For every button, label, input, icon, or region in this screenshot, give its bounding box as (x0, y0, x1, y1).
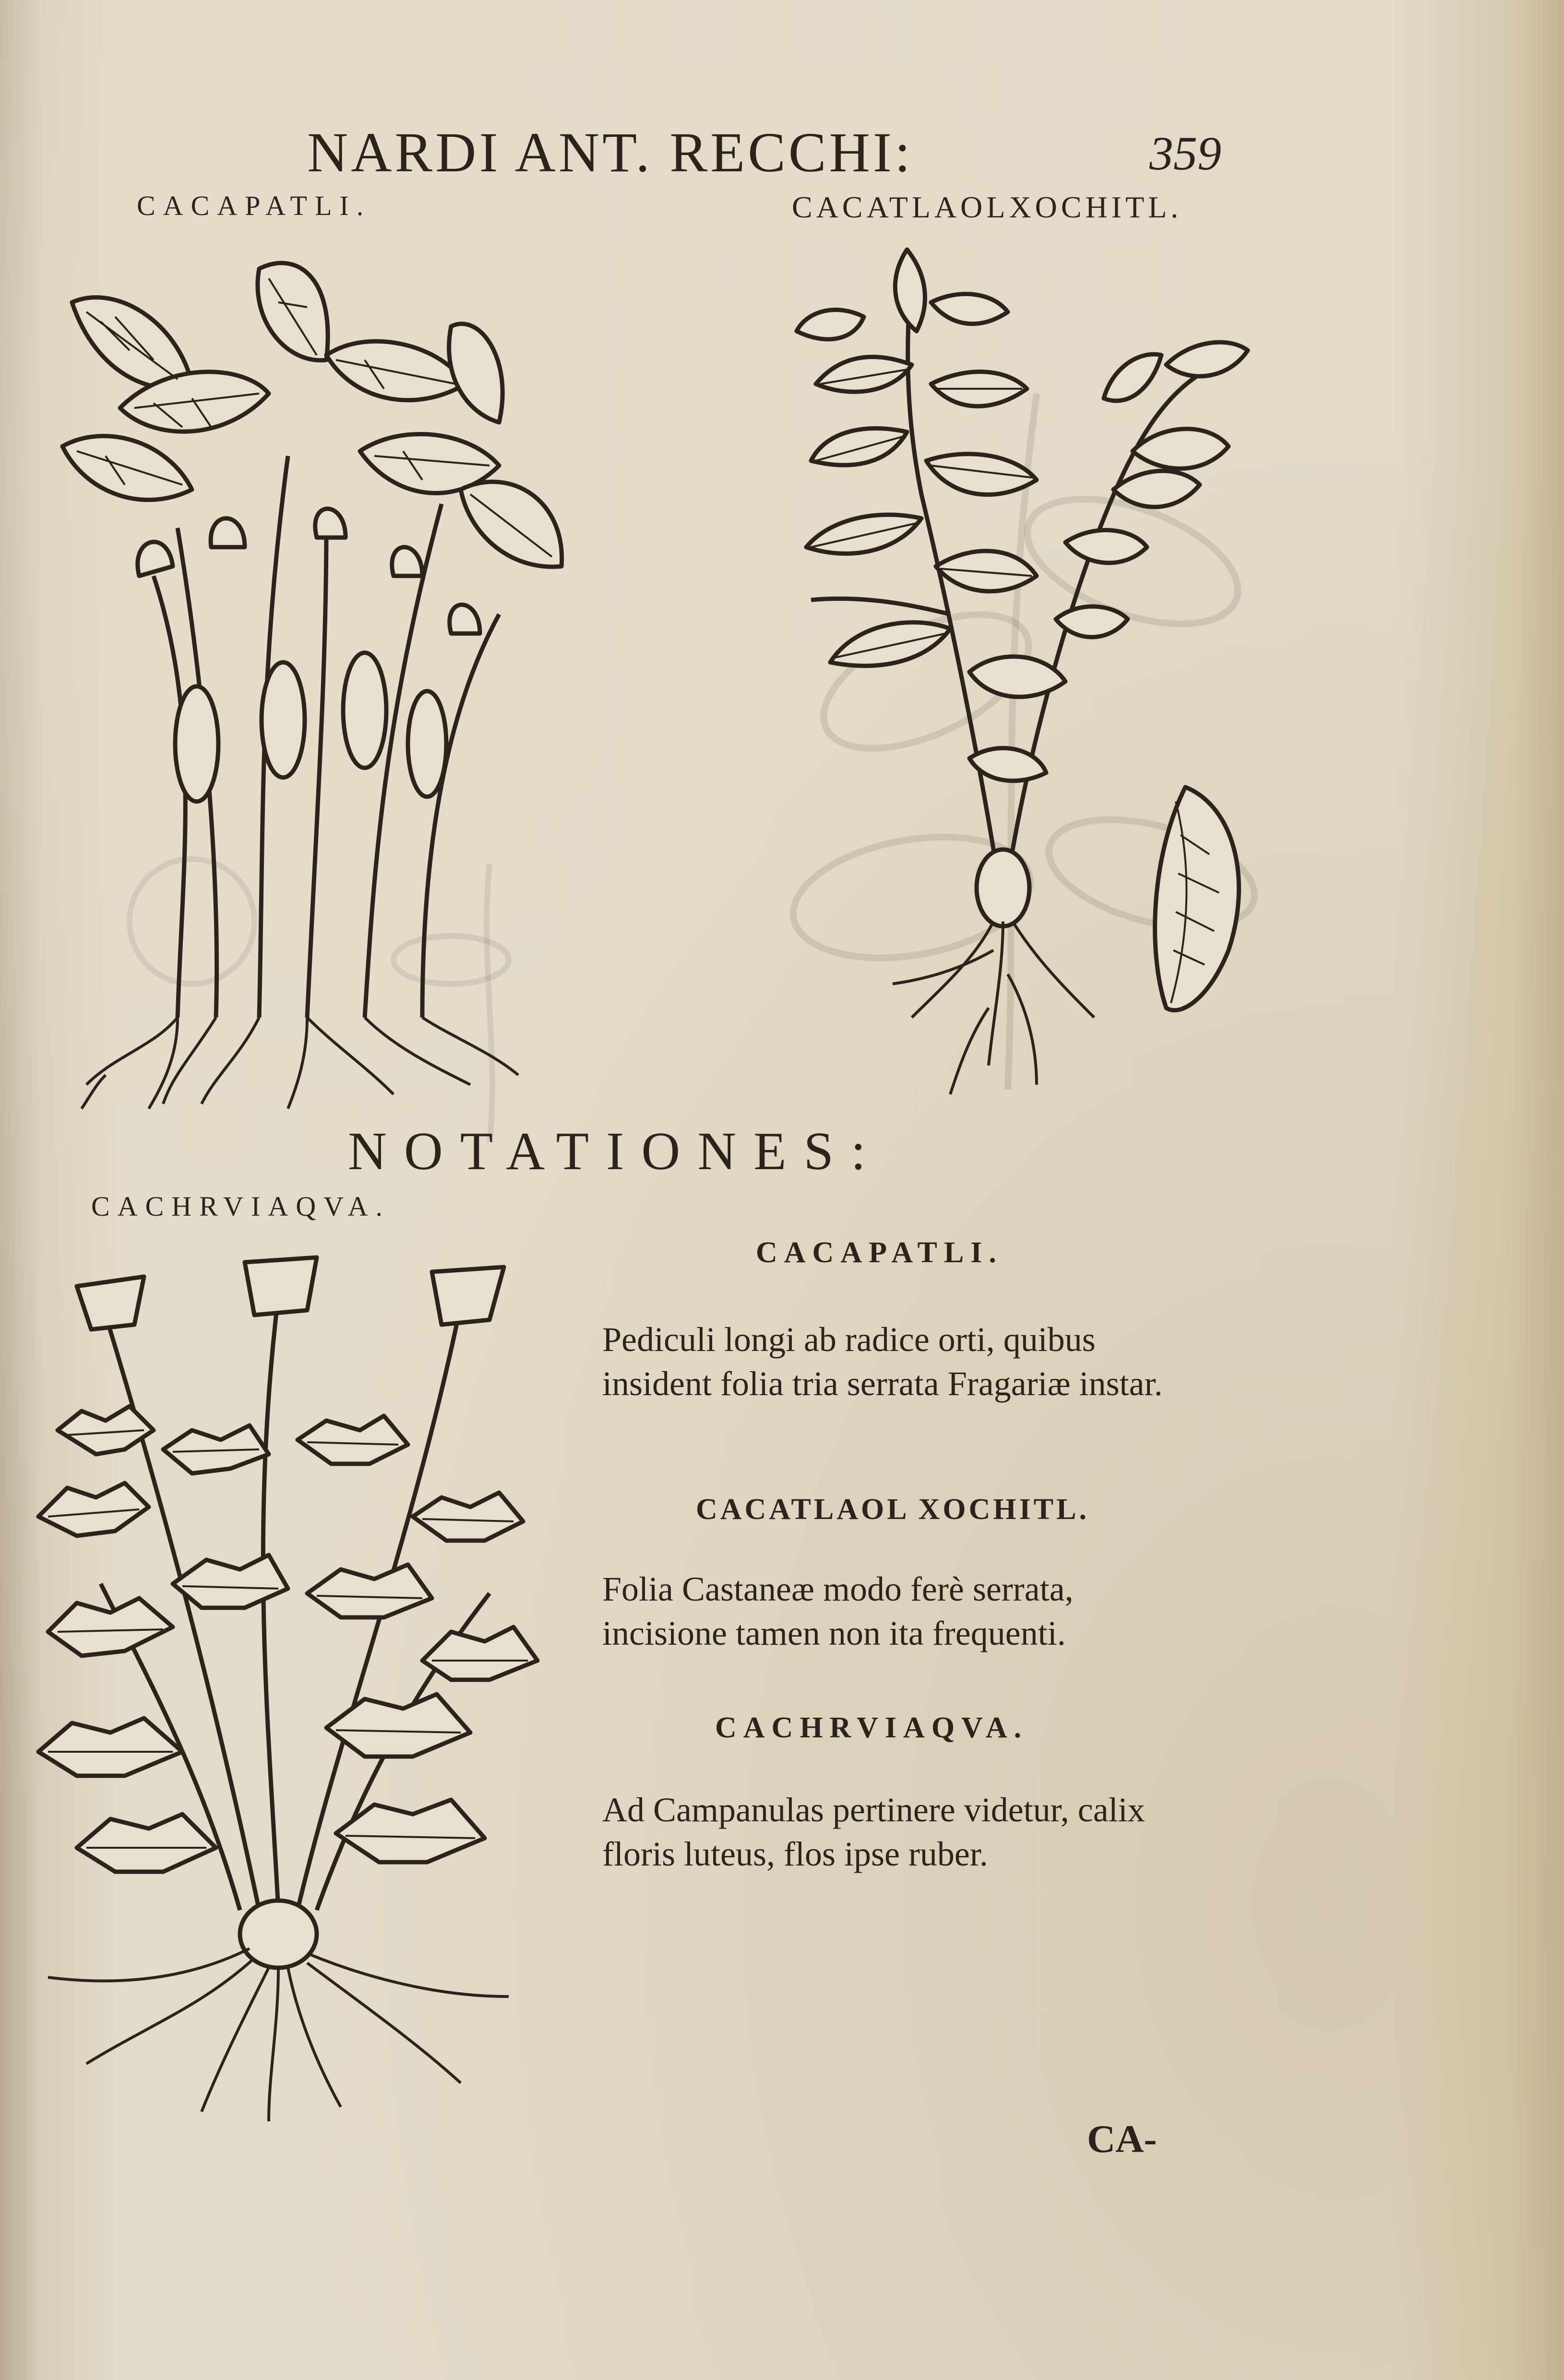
woodcut-cachrviaqva (29, 1248, 547, 2126)
running-head: NARDI ANT. RECCHI: (307, 121, 913, 184)
figure-caption-cacatlaolxochitl: CACATLAOLXOCHITL. (792, 190, 1182, 224)
entry-heading-cacapatli: CACAPATLI. (756, 1236, 1003, 1269)
catchword: CA- (1087, 2117, 1157, 2161)
entry-text-cacatlaolxochitl: Folia Castaneæ modo ferè serrata, incisione tamen non ita frequenti. (602, 1570, 1074, 1652)
entry-heading-cachrviaqva: CACHRVIAQVA. (715, 1711, 1028, 1744)
figure-caption-cachrviaqva: CACHRVIAQVA. (91, 1191, 390, 1222)
page-number: 359 (1149, 127, 1221, 180)
section-title: NOTATIONES: (348, 1122, 883, 1181)
figure-caption-cacapatli: CACAPATLI. (137, 190, 371, 221)
entry-text-cachrviaqva: Ad Campanulas pertinere videtur, calix floris luteus, flos ipse ruber. (602, 1791, 1145, 1873)
entry-heading-cacatlaolxochitl: CACATLAOL XOCHITL. (696, 1493, 1089, 1526)
woodcut-cacapatli (58, 240, 585, 1113)
woodcut-cacatlaolxochitl (768, 230, 1272, 1133)
entry-text-cacapatli: Pediculi longi ab radice orti, quibus insident folia tria serrata Fragariæ instar. (602, 1320, 1163, 1403)
